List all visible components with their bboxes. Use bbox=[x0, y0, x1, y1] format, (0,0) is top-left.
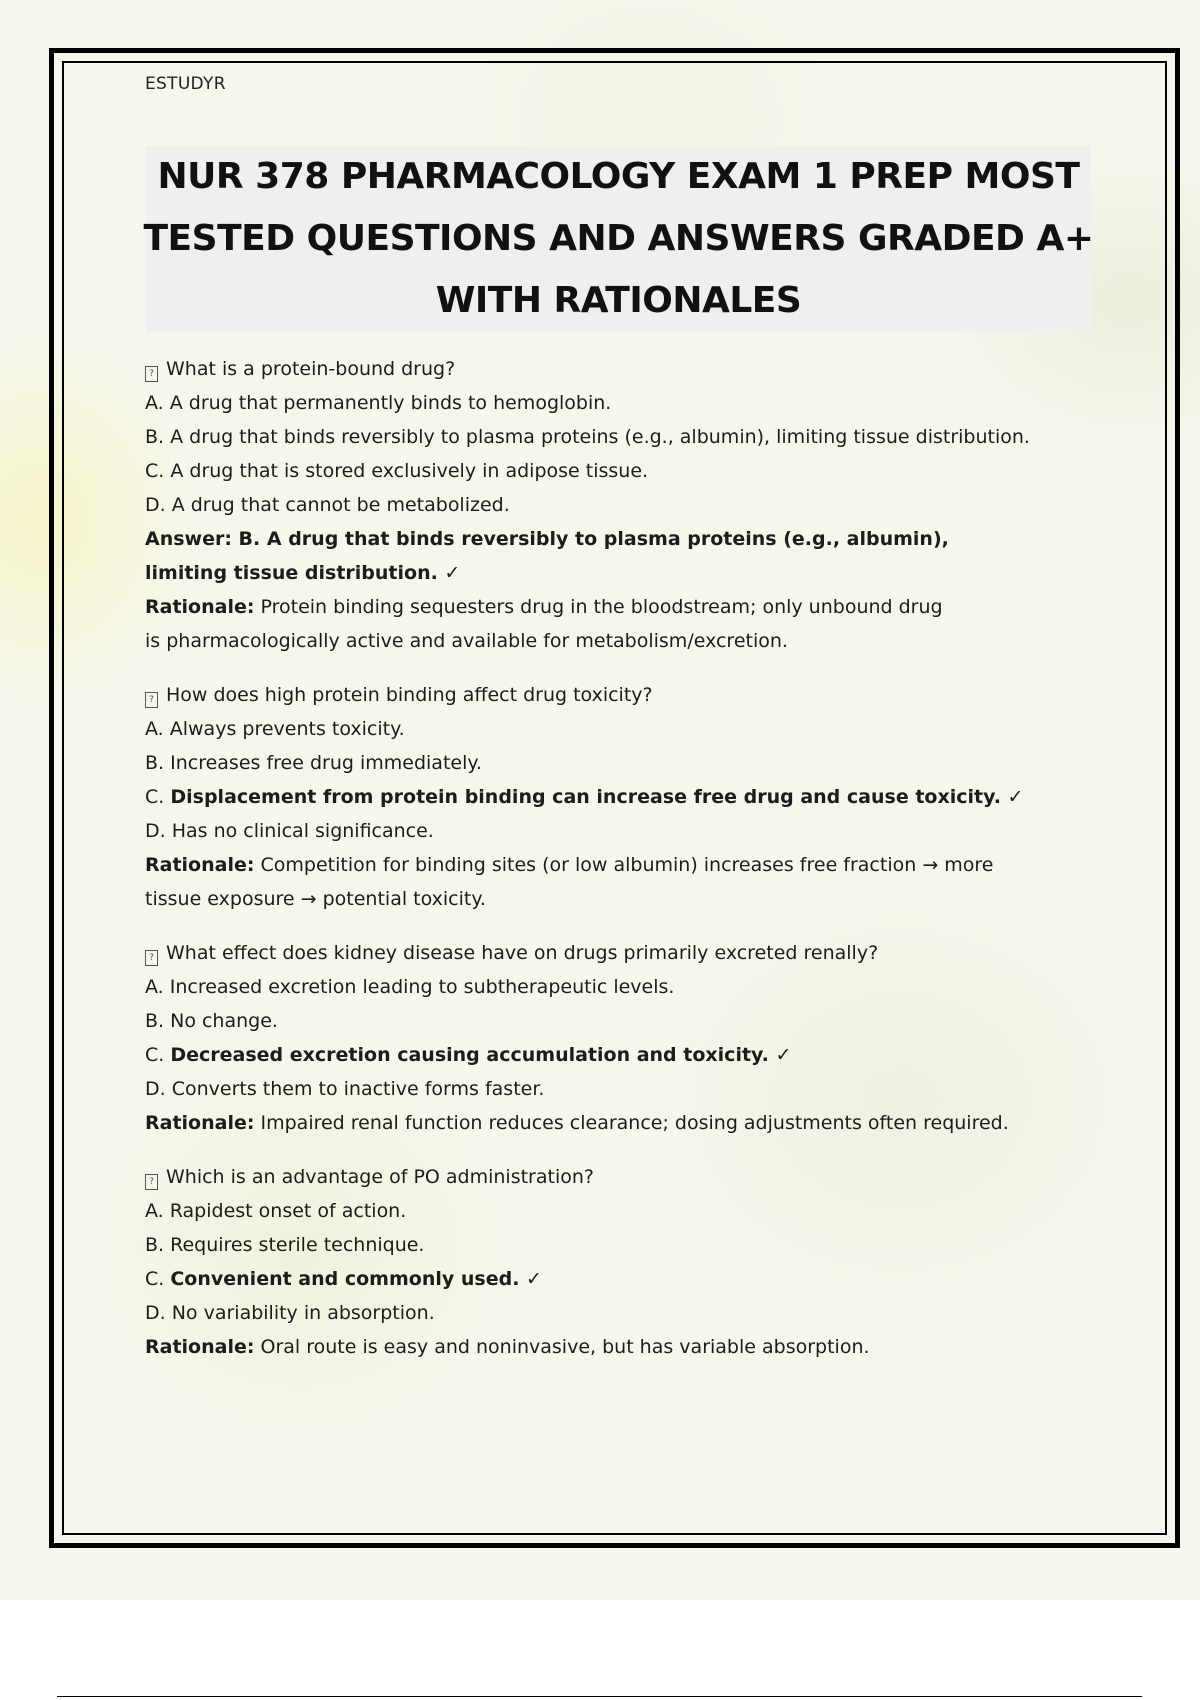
rationale-line bbox=[145, 590, 945, 658]
question-box-icon: ? bbox=[145, 950, 158, 966]
question-block bbox=[145, 352, 1095, 658]
option-letter: C. bbox=[145, 786, 165, 808]
rationale-text: Oral route is easy and noninvasive, but has variable absorption. bbox=[260, 1336, 870, 1358]
question-text-line bbox=[145, 352, 1095, 386]
question-text-line bbox=[145, 678, 1095, 712]
option: A. A drug that permanently binds to hemoglobin. bbox=[145, 392, 612, 414]
option: B. A drug that binds reversibly to plasma proteins (e.g., albumin), limiting tissue distribution. bbox=[145, 426, 1030, 448]
answer-text: Answer: B. A drug that binds reversibly to plasma proteins (e.g., albumin), limiting tissue distribution. ✓ bbox=[145, 528, 949, 584]
question-list bbox=[145, 352, 1095, 1384]
title-banner bbox=[143, 146, 1094, 332]
rationale-line bbox=[145, 848, 1035, 916]
question-text: What is a protein-bound drug? bbox=[166, 358, 456, 380]
question-text: Which is an advantage of PO administration? bbox=[166, 1166, 594, 1188]
question-box-icon: ? bbox=[145, 366, 158, 382]
rationale-label: Rationale: bbox=[145, 854, 255, 876]
title-line: WITH RATIONALES bbox=[435, 280, 802, 321]
question-box-icon: ? bbox=[145, 1174, 158, 1190]
question-text: What effect does kidney disease have on drugs primarily excreted renally? bbox=[166, 942, 879, 964]
footer-divider bbox=[57, 1696, 1142, 1697]
option-letter: C. bbox=[145, 1044, 165, 1066]
brand-header: ESTUDYR bbox=[145, 74, 226, 94]
question-text: How does high protein binding affect drug toxicity? bbox=[166, 684, 653, 706]
option: B. Requires sterile technique. bbox=[145, 1234, 425, 1256]
option: A. Rapidest onset of action. bbox=[145, 1200, 407, 1222]
correct-option bbox=[145, 1262, 1095, 1296]
question-block bbox=[145, 936, 1095, 1140]
correct-option bbox=[145, 780, 1095, 814]
rationale-line bbox=[145, 1330, 1075, 1364]
rationale-label: Rationale: bbox=[145, 1112, 255, 1134]
option-letter: C. bbox=[145, 1268, 165, 1290]
correct-option-text: Decreased excretion causing accumulation and toxicity. ✓ bbox=[170, 1044, 792, 1066]
answer-line bbox=[145, 522, 985, 590]
question-text-line bbox=[145, 936, 1095, 970]
option: B. No change. bbox=[145, 1010, 278, 1032]
document-title bbox=[144, 146, 1094, 332]
option: A. Always prevents toxicity. bbox=[145, 718, 405, 740]
rationale-text: Protein binding sequesters drug in the bloodstream; only unbound drug is pharmacologically active and available for metabolism/excretion. bbox=[145, 596, 943, 652]
option: A. Increased excretion leading to subtherapeutic levels. bbox=[145, 976, 675, 998]
rationale-label: Rationale: bbox=[145, 596, 255, 618]
option: B. Increases free drug immediately. bbox=[145, 752, 482, 774]
option: D. No variability in absorption. bbox=[145, 1302, 435, 1324]
question-text-line bbox=[145, 1160, 1095, 1194]
rationale-text: Impaired renal function reduces clearance; dosing adjustments often required. bbox=[260, 1112, 1009, 1134]
title-line: TESTED QUESTIONS AND ANSWERS GRADED A+ bbox=[143, 218, 1094, 259]
correct-option-text: Displacement from protein binding can increase free drug and cause toxicity. ✓ bbox=[170, 786, 1024, 808]
correct-option-text: Convenient and commonly used. ✓ bbox=[170, 1268, 542, 1290]
rationale-text: Competition for binding sites (or low albumin) increases free fraction → more tissue exposure → potential toxicity. bbox=[145, 854, 994, 910]
option: D. Has no clinical significance. bbox=[145, 820, 434, 842]
rationale-line bbox=[145, 1106, 1075, 1140]
correct-option bbox=[145, 1038, 1095, 1072]
title-line: NUR 378 PHARMACOLOGY EXAM 1 PREP MOST bbox=[157, 156, 1080, 197]
rationale-label: Rationale: bbox=[145, 1336, 255, 1358]
option: C. A drug that is stored exclusively in adipose tissue. bbox=[145, 460, 649, 482]
question-box-icon: ? bbox=[145, 692, 158, 708]
question-block bbox=[145, 678, 1095, 916]
option: D. Converts them to inactive forms faster. bbox=[145, 1078, 545, 1100]
option: D. A drug that cannot be metabolized. bbox=[145, 494, 510, 516]
question-block bbox=[145, 1160, 1095, 1364]
